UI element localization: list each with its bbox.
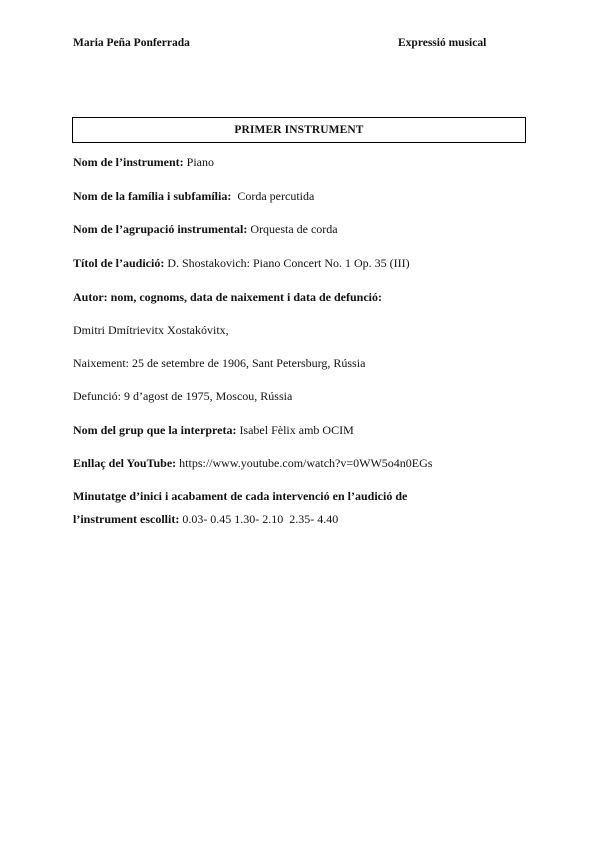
instrument-line xyxy=(73,155,214,170)
birth-value: Naixement: 25 de setembre de 1906, Sant Petersburg, Rússia xyxy=(73,356,366,370)
section-title: PRIMER INSTRUMENT xyxy=(234,124,364,136)
instrument-value: Piano xyxy=(183,155,214,169)
timing-line-2 xyxy=(73,512,338,527)
family-label: Nom de la família i subfamília: xyxy=(73,189,232,203)
family-value: Corda percutida xyxy=(231,189,315,203)
author-heading-line xyxy=(73,290,382,305)
timing-line-1 xyxy=(73,489,407,504)
timing-value: 0.03- 0.45 1.30- 2.10 2.35- 4.40 xyxy=(179,512,339,526)
group-label: Nom de l’agrupació instrumental: xyxy=(73,222,248,236)
performer-value: Isabel Fèlix amb OCIM xyxy=(236,423,354,437)
timing-label-1: Minutatge d’inici i acabament de cada intervenció en l’audició de xyxy=(73,489,408,503)
youtube-line xyxy=(73,456,432,471)
youtube-link[interactable]: https://www.youtube.com/watch?v=0WW5o4n0EGs xyxy=(176,456,433,470)
audition-label: Títol de l’audició: xyxy=(73,256,165,270)
family-line xyxy=(73,189,314,204)
death-value: Defunció: 9 d’agost de 1975, Moscou, Rússia xyxy=(73,389,293,403)
author-label: Autor: nom, cognoms, data de naixement i data de defunció: xyxy=(73,290,382,304)
death-line xyxy=(73,389,292,404)
instrument-label: Nom de l’instrument: xyxy=(73,155,184,169)
section-title-box xyxy=(72,117,526,143)
audition-value: D. Shostakovich: Piano Concert No. 1 Op. 35 (III) xyxy=(164,256,410,270)
author-name-line xyxy=(73,323,229,338)
header-author: Maria Peña Ponferrada xyxy=(73,37,190,49)
group-value: Orquesta de corda xyxy=(247,222,338,236)
timing-label-2: l’instrument escollit: xyxy=(73,512,180,526)
performer-line xyxy=(73,423,354,438)
group-line xyxy=(73,222,338,237)
author-name: Dmitri Dmítrievitx Xostakóvitx, xyxy=(73,323,229,337)
header-subject: Expressió musical xyxy=(398,37,487,49)
audition-line xyxy=(73,256,410,271)
youtube-label: Enllaç del YouTube: xyxy=(73,456,177,470)
performer-label: Nom del grup que la interpreta: xyxy=(73,423,237,437)
birth-line xyxy=(73,356,365,371)
